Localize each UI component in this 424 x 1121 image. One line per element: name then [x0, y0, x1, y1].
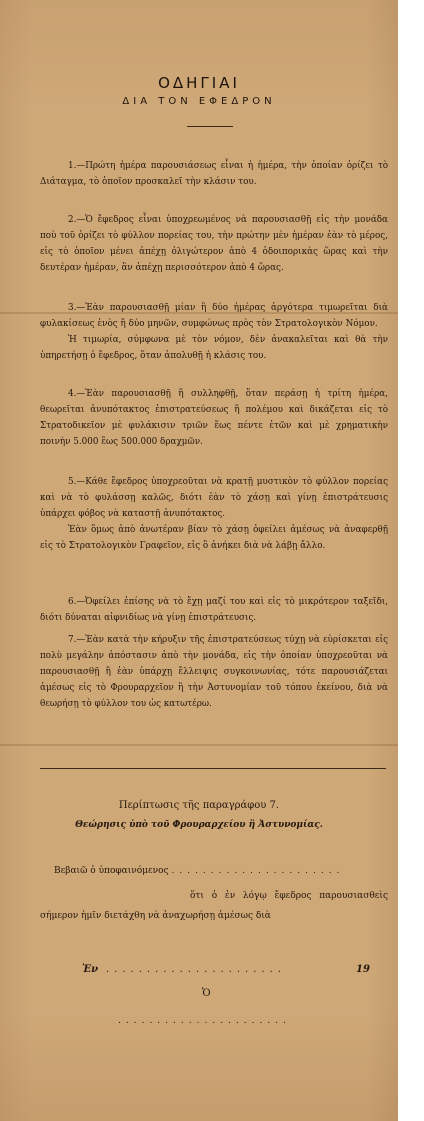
paragraph-2-text: 2.—Ὁ ἔφεδρος εἶναι ὑποχρεωμένος νὰ παρουσιασθῇ εἰς τὴν μονάδα ποὺ τοῦ ὁρίζει τὸ φύλλον πορείας του, τὴν πρώτην μὲν ἡμέραν ἐὰν τὸ μέρος, εἰς τὸ ὁποῖον μένει ἀπέχῃ ὀλιγώτερον ἀπὸ 4 ὁδοιπορικὰς ὥρας καὶ τὴν δευτέραν ἡμέραν, ἂν ἀπέχῃ περισσότερον ἀπὸ 4 ὥρας. [40, 215, 388, 273]
paragraph-3-note: Ἡ τιμωρία, σύμφωνα μὲ τὸν νόμον, δὲν ἀνακαλεῖται καὶ θὰ τὴν ὑπηρετήσῃ ὁ ἔφεδρος, ὅταν ἀπολυθῇ ἡ κλάσις του. [40, 335, 388, 361]
case-title: Περίπτωσις τῆς παραγράφου 7. [118, 800, 280, 811]
paragraph-7-text: 7.—Ἐὰν κατὰ τὴν κήρυξιν τῆς ἐπιστρατεύσεως τύχῃ νὰ εὑρίσκεται εἰς πολὺ μεγάλην ἀπόστασιν ἀπὸ τὴν μονάδα, εἰς τὴν ὁποίαν ὑποχρεοῦται νὰ παρουσιασθῇ ἢ ἐὰν ὑπάρχῃ ἔλλειψις συγκοινωνίας, τότε παρουσιάζεται ἀμέσως εἰς τὸ Φρουραρχεῖον ἢ τὴν Ἀστυνομίαν τοῦ τόπου ἐκείνου, διὰ νὰ θεωρήσῃ τὸ φύλλον του ὡς κατωτέρω. [40, 635, 388, 709]
paragraph-5-note: Ἐὰν ὅμως ἀπὸ ἀνωτέραν βίαν τὸ χάσῃ ὀφείλει ἀμέσως νὰ ἀναφερθῇ εἰς τὸ Στρατολογικὸν Γραφεῖον, εἰς ὃ ἀνήκει διὰ νὰ λάβῃ ἄλλο. [40, 525, 388, 551]
document-subtitle: ΔΙΑ ΤΟΝ ΕΦΕΔΡΟΝ [122, 96, 276, 107]
certificate-body [40, 886, 388, 926]
document-title: ΟΔΗΓΙΑΙ [158, 74, 240, 92]
page-margin [398, 0, 424, 1121]
paragraph-2 [40, 212, 388, 276]
fill-blank: ...................... [171, 866, 345, 876]
place-label: Ἐν [82, 964, 99, 975]
paragraph-5 [40, 474, 388, 554]
year-label: 19 [356, 964, 370, 975]
paragraph-1-text: 1.—Πρώτη ἡμέρα παρουσιάσεως εἶναι ἡ ἡμέρα, τὴν ὁποίαν ὁρίζει τὸ Διάταγμα, τὸ ὁποῖον προσκαλεῖ τὴν κλάσιν του. [40, 161, 388, 187]
paragraph-6-text: 6.—Ὀφείλει ἐπίσης νὰ τὸ ἔχῃ μαζί του καὶ εἰς τὸ μικρότερον ταξεῖδι, διότι δύναται αἰφνιδίως νὰ γίνῃ ἐπιστράτευσις. [40, 597, 388, 623]
paragraph-4-text: 4.—Ἐὰν παρουσιασθῇ ἢ συλληφθῇ, ὅταν περάσῃ ἡ τρίτη ἡμέρα, θεωρεῖται ἀνυπότακτος ἐπιστρατεύσεως ἢ πολέμου καὶ δικάζεται εἰς τὸ Στρατοδικεῖον μὲ φυλάκισιν τριῶν ἕως πέντε ἐτῶν καὶ μὲ χρηματικὴν ποινὴν 5.000 ἕως 500.000 δραχμῶν. [40, 389, 388, 447]
paragraph-4 [40, 386, 388, 450]
paragraph-5-text: 5.—Κάθε ἔφεδρος ὑποχρεοῦται νὰ κρατῇ μυστικὸν τὸ φύλλον πορείας καὶ νὰ τὸ φυλάσσῃ καλῶς, διότι ἐὰν τὸ χάσῃ καὶ γίνῃ ἐπιστράτευσις ὑπάρχει φόβος νὰ καταστῇ ἀνυπότακτος. [40, 477, 388, 519]
place-blank: ...................... [106, 964, 286, 975]
section-divider [40, 768, 386, 769]
certificate-lead: Βεβαιῶ ὁ ὑποφαινόμενος [54, 866, 169, 876]
paragraph-1 [40, 158, 388, 190]
title-divider [187, 126, 233, 127]
paragraph-3-text: 3.—Ἐὰν παρουσιασθῇ μίαν ἢ δύο ἡμέρας ἀργότερα τιμωρεῖται διὰ φυλακίσεως ἑνὸς ἢ δύο μηνῶν, συμφώνως πρὸς τὸν Στρατολογικὸν Νόμον. [40, 303, 388, 329]
paragraph-6 [40, 594, 388, 626]
paragraph-3 [40, 300, 388, 364]
certificate-line-1 [54, 866, 400, 876]
fold-line [0, 744, 398, 746]
paragraph-7 [40, 632, 388, 712]
signature-blank: ...................... [118, 1016, 291, 1026]
signatory-label: Ὁ [202, 988, 211, 999]
case-subtitle: Θεώρησις ὑπὸ τοῦ Φρουραρχείου ἢ Ἀστυνομίας. [75, 820, 323, 830]
certificate-body-text: ὅτι ὁ ἐν λόγῳ ἔφεδρος παρουσιασθεὶς σήμερον ἡμῖν διετάχθη νὰ ἀναχωρήσῃ ἀμέσως διὰ [40, 891, 388, 921]
